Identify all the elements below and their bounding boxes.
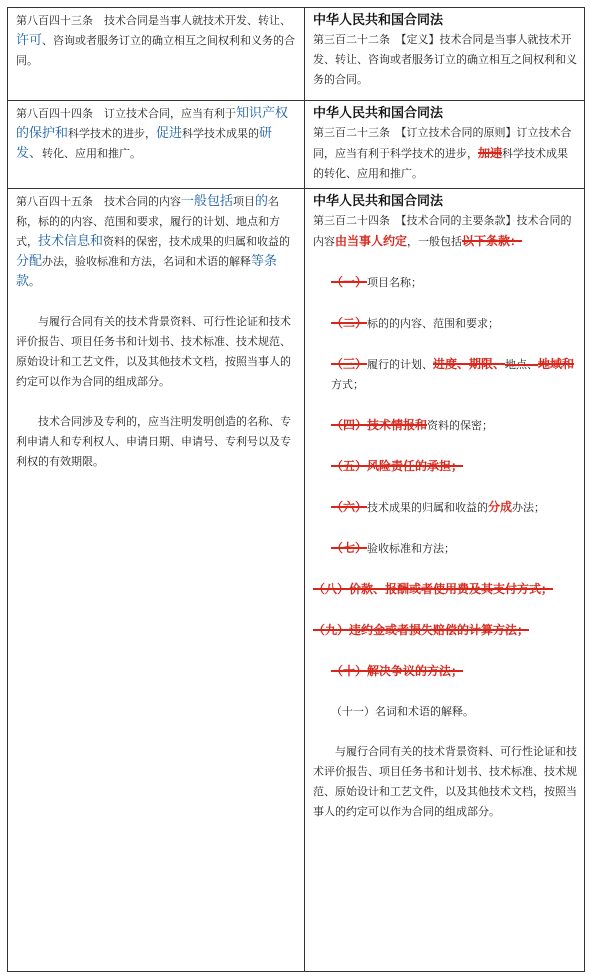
article-paragraph-2: 与履行合同有关的技术背景资料、可行性论证和技术评价报告、项目任务书和计划书、技术标准、技术规范、原始设计和工艺文件，以及其他技术文档，按照当事人的约定可以作为合同的组成部分。 <box>16 315 291 388</box>
item-number: （三） <box>331 357 368 371</box>
item-text: 办法； <box>512 501 546 514</box>
deleted-text: 加速 <box>478 146 503 160</box>
added-text: 的 <box>255 194 269 209</box>
added-text: 许可 <box>16 33 43 48</box>
civil-code-article-843 <box>8 8 305 101</box>
table-row <box>8 101 585 189</box>
item-text: 方式； <box>331 378 364 391</box>
item-number: （四） <box>331 418 368 432</box>
article-paragraph-3: 技术合同涉及专利的，应当注明发明创造的名称、专利申请人和专利权人、申请日期、申请号、专利号以及专利权的有效期限。 <box>16 415 291 468</box>
law-title: 中华人民共和国合同法 <box>313 194 444 209</box>
list-item <box>313 272 578 293</box>
item-number: （二） <box>331 316 368 330</box>
article-text-part: 科学技术成果的 <box>182 127 260 140</box>
table-row <box>8 189 585 972</box>
article-text-part: 名称，标的的内容、范围和要求，履行的计划、地点和方式， <box>16 195 280 248</box>
article-text-part: 办法，验收标准和方法，名词和术语的解释 <box>42 255 252 268</box>
item-text: 标的的内容、范围和要求； <box>367 317 500 330</box>
deleted-text: 地域和 <box>538 357 575 371</box>
article-text-part: 资料的保密，技术成果的归属和收益的 <box>103 235 291 248</box>
article-text-part: 第三百二十三条 【订立技术合同的原则】订立技术合同，应当有利于科学技术的进步， <box>313 126 572 160</box>
article-text-part: ，一般包括 <box>407 235 463 248</box>
civil-code-article-845 <box>8 189 305 972</box>
list-item <box>313 620 578 641</box>
list-item <box>313 661 578 682</box>
article-text <box>313 123 578 184</box>
added-text: 技术信息和 <box>38 234 104 249</box>
list-item <box>313 415 578 436</box>
article-text <box>313 211 578 252</box>
contract-law-article-323 <box>305 101 585 189</box>
item-text: 项目名称； <box>367 276 423 289</box>
article-text-part: 第八百四十三条 技术合同是当事人就技术开发、转让、 <box>16 14 291 27</box>
item-text: 验收标准和方法； <box>367 542 456 555</box>
civil-code-article-844 <box>8 101 305 189</box>
list-item <box>313 497 578 518</box>
item-number: （七） <box>331 541 368 555</box>
article-text <box>16 192 298 292</box>
item-text: 技术成果的归属和收益的 <box>367 501 489 514</box>
article-text-part: 项目 <box>233 195 256 208</box>
deleted-text: 进度、期限、 <box>433 357 506 371</box>
article-paragraph-2: 与履行合同有关的技术背景资料、可行性论证和技术评价报告、项目任务书和计划书、技术标准、技术规范、原始设计和工艺文件，以及其他技术文档，按照当事人的约定可以作为合同的组成部分。 <box>313 745 577 818</box>
table-row <box>8 8 585 101</box>
item-text: 履行的计划、 <box>367 358 434 371</box>
item-number: （九） <box>313 623 350 637</box>
changed-text: 分成 <box>488 500 513 514</box>
added-text: 一般包括 <box>181 194 234 209</box>
item-number: （一） <box>331 275 368 289</box>
added-text: 分配 <box>16 254 43 269</box>
deleted-text: 风险责任的承担； <box>367 459 464 473</box>
law-title: 中华人民共和国合同法 <box>313 13 444 28</box>
item-number: （十一） <box>331 705 375 718</box>
comparison-table <box>7 7 585 972</box>
deleted-text: 技术情报和 <box>367 418 428 432</box>
item-number: （十） <box>331 664 368 678</box>
added-text: 促进 <box>156 126 183 141</box>
article-text-part: 第八百四十四条 订立技术合同，应当有利于 <box>16 107 236 120</box>
list-item <box>313 313 578 334</box>
article-text <box>16 11 298 71</box>
law-title: 中华人民共和国合同法 <box>313 106 444 121</box>
article-text <box>16 104 298 164</box>
added-text: 知识产权的保护和 <box>16 106 289 141</box>
article-text-part: 。 <box>29 275 41 288</box>
deleted-text: 违约金或者损失赔偿的计算方法； <box>349 623 530 637</box>
item-number: （八） <box>313 582 350 596</box>
item-text: 名词和术语的解释。 <box>375 705 474 718</box>
deleted-text: 以下条款： <box>462 234 523 248</box>
added-text: 研发、 <box>16 126 273 161</box>
article-text-part: 第三百二十四条 【技术合同的主要条款】技术合同的内容 <box>313 214 572 248</box>
contract-law-article-324 <box>305 189 585 972</box>
added-text: 等条款 <box>16 254 278 289</box>
item-text: 资料的保密； <box>427 419 494 432</box>
list-item <box>313 354 578 395</box>
changed-text: 由当事人约定 <box>335 234 408 248</box>
list-item <box>313 702 578 722</box>
article-text-part: 、咨询或者服务订立的确立相互之间权利和义务的合同。 <box>16 34 296 67</box>
deleted-text: 解决争议的方法； <box>367 664 464 678</box>
article-text-part: 第八百四十五条 技术合同的内容 <box>16 195 181 208</box>
item-number: （六） <box>331 500 368 514</box>
item-text: 地点、 <box>505 358 539 371</box>
article-text-part: 科学技术的进步， <box>68 127 157 140</box>
article-text-part: 科学技术成果的转化、应用和推广。 <box>313 147 569 180</box>
item-number: （五） <box>331 459 368 473</box>
list-item <box>313 538 578 559</box>
list-item <box>313 456 578 477</box>
list-item <box>313 579 578 600</box>
contract-law-article-322 <box>305 8 585 101</box>
deleted-text: 价款、报酬或者使用费及其支付方式； <box>349 582 554 596</box>
article-text-part: 转化、应用和推广。 <box>42 147 142 160</box>
article-text: 第三百二十二条 【定义】技术合同是当事人就技术开发、转让、咨询或者服务订立的确立相互之间权利和义务的合同。 <box>313 33 577 86</box>
